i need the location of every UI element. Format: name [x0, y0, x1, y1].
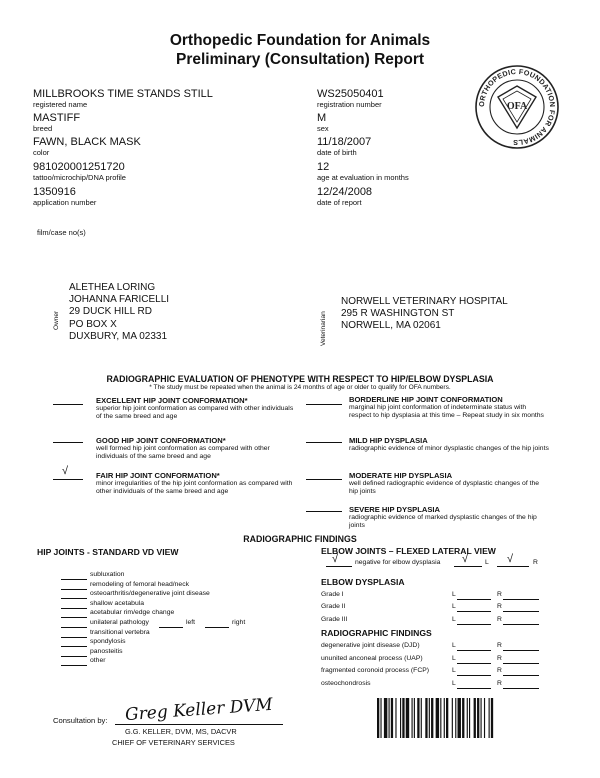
hip-blank[interactable] — [61, 637, 87, 638]
elbow-finding-label: ununited anconeal process (UAP) — [321, 655, 423, 662]
barcode-bar — [477, 698, 479, 738]
report-date-value: 12/24/2008 — [317, 186, 373, 198]
finding-r-blank[interactable] — [503, 675, 539, 676]
grade-r-blank[interactable] — [503, 611, 539, 612]
barcode-bar — [467, 698, 468, 738]
severe-heading: SEVERE HIP DYSPLASIA — [349, 505, 441, 514]
hip-blank[interactable] — [61, 665, 87, 666]
owner-address — [69, 282, 169, 343]
tattoo-label: tattoo/microchip/DNA profile — [33, 173, 126, 182]
barcode — [377, 698, 545, 738]
barcode-bar — [389, 698, 390, 738]
unilateral-right-blank[interactable] — [205, 627, 229, 628]
finding-r-letter: R — [497, 667, 502, 674]
elbow-finding-label: osteochondrosis — [321, 680, 371, 687]
barcode-bar — [444, 698, 445, 738]
owner-line: 29 DUCK HILL RD — [69, 306, 152, 318]
hip-blank[interactable] — [61, 646, 87, 647]
barcode-bar — [484, 698, 485, 738]
barcode-bar — [412, 698, 413, 738]
hip-item: acetabular rim/edge change — [90, 609, 175, 616]
grade-l-blank[interactable] — [457, 611, 491, 612]
mild-heading: MILD HIP DYSPLASIA — [349, 436, 428, 445]
application-number-label: application number — [33, 198, 97, 207]
elbow-left-letter: L — [485, 559, 489, 566]
elbow-findings-title: RADIOGRAPHIC FINDINGS — [321, 628, 432, 638]
barcode-bar — [395, 698, 396, 738]
finding-r-blank[interactable] — [503, 688, 539, 689]
owner-line: DUXBURY, MA 02331 — [69, 330, 168, 342]
finding-r-blank[interactable] — [503, 650, 539, 651]
breed-label: breed — [33, 124, 53, 133]
barcode-bar — [469, 698, 470, 738]
unilateral-right-word: right — [232, 619, 246, 626]
hip-blank[interactable] — [61, 627, 87, 628]
borderline-blank[interactable] — [306, 404, 342, 405]
barcode-bar — [402, 698, 404, 738]
hip-item: shallow acetabula — [90, 600, 145, 607]
barcode-bar — [436, 698, 439, 738]
elbow-left-checkmark: √ — [462, 553, 469, 565]
finding-r-blank[interactable] — [503, 663, 539, 664]
hip-item: unilateral pathology — [90, 619, 149, 626]
finding-r-letter: R — [497, 642, 502, 649]
sex-value: M — [317, 112, 327, 124]
finding-r-letter: R — [497, 655, 502, 662]
elbow-right-checkmark: √ — [507, 553, 514, 565]
barcode-bar — [417, 698, 419, 738]
grade-l-letter: L — [452, 603, 456, 610]
unilateral-left-word: left — [186, 619, 196, 626]
fair-blank[interactable] — [53, 479, 83, 480]
vet-line: NORWELL VETERINARY HOSPITAL — [341, 296, 508, 307]
finding-l-blank[interactable] — [457, 650, 491, 651]
severe-blank[interactable] — [306, 511, 342, 512]
registered-name-value: MILLBROOKS TIME STANDS STILL — [33, 88, 213, 100]
grade-label: Grade I — [321, 591, 344, 598]
elbow-finding-label: fragmented coronoid process (FCP) — [321, 667, 430, 674]
excellent-heading: EXCELLENT HIP JOINT CONFORMATION* — [96, 396, 248, 405]
barcode-bar — [455, 698, 456, 738]
finding-l-blank[interactable] — [457, 663, 491, 664]
handwritten-signature: Greg Keller DVM — [124, 694, 274, 726]
hip-blank[interactable] — [61, 598, 87, 599]
grade-r-letter: R — [497, 591, 502, 598]
registration-number-value: WS25050401 — [317, 88, 384, 100]
fair-checkmark: √ — [62, 465, 69, 477]
signer-name: G.G. KELLER, DVM, MS, DACVR — [125, 727, 237, 736]
mild-blank[interactable] — [306, 442, 342, 443]
finding-l-blank[interactable] — [457, 688, 491, 689]
elbow-negative-blank[interactable] — [326, 566, 352, 567]
elbow-dysplasia-title: ELBOW DYSPLASIA — [321, 577, 405, 587]
evaluation-note: * The study must be repeated when the animal is 24 months of age or older to qualify for OFA numbers. — [149, 384, 451, 391]
hip-blank[interactable] — [61, 589, 87, 590]
barcode-bar — [377, 698, 379, 738]
consultation-label: Consultation by: — [53, 716, 108, 725]
barcode-bar — [446, 698, 448, 738]
vet-address — [341, 296, 508, 333]
finding-l-letter: L — [452, 642, 456, 649]
findings-title: RADIOGRAPHIC FINDINGS — [243, 534, 357, 544]
seal-ring-text: ORTHOPEDIC FOUNDATION FOR ANIMALS — [476, 66, 558, 148]
moderate-desc: well defined radiographic evidence of dysplastic changes of the hip joints — [349, 480, 540, 496]
ofa-seal-logo — [474, 64, 560, 150]
barcode-bar — [491, 698, 493, 738]
hip-item: osteoarthritis/degenerative joint disease — [90, 590, 210, 597]
owner-label: Owner — [53, 310, 60, 330]
severe-desc: radiographic evidence of marked dysplastic changes of the hip joints — [349, 514, 537, 530]
dob-value: 11/18/2007 — [317, 136, 372, 148]
finding-l-blank[interactable] — [457, 675, 491, 676]
sex-label: sex — [317, 124, 329, 133]
hip-blank[interactable] — [61, 608, 87, 609]
hip-blank[interactable] — [61, 579, 87, 580]
vet-line: NORWELL, MA 02061 — [341, 320, 441, 332]
hip-item: spondylosis — [90, 638, 126, 645]
registered-name-label: registered name — [33, 100, 88, 109]
age-label: age at evaluation in months — [317, 173, 409, 182]
color-value: FAWN, BLACK MASK — [33, 136, 141, 148]
grade-r-blank[interactable] — [503, 624, 539, 625]
barcode-bar — [481, 698, 482, 738]
veterinarian-label: Veterinarian — [320, 311, 327, 346]
elbow-joints-title: ELBOW JOINTS – FLEXED LATERAL VIEW — [321, 546, 496, 556]
hip-blank[interactable] — [61, 617, 87, 618]
hip-item: other — [90, 657, 106, 664]
barcode-bar — [406, 698, 409, 738]
moderate-blank[interactable] — [306, 479, 342, 480]
hip-item: subluxation — [90, 571, 125, 578]
hip-item: transitional vertebra — [90, 629, 150, 636]
hip-item: panosteitis — [90, 648, 123, 655]
barcode-bar — [489, 698, 490, 738]
evaluation-title: RADIOGRAPHIC EVALUATION OF PHENOTYPE WITH RESPECT TO HIP/ELBOW DYSPLASIA — [106, 374, 494, 384]
borderline-desc: marginal hip joint conformation of indeterminate status with respect to hip dysplasia at this time – Repeat study in six months — [349, 404, 544, 420]
fair-desc: minor irregularities of the hip joint conformation as compared with other individuals of the same breed and age — [96, 480, 293, 496]
barcode-bar — [474, 698, 476, 738]
hip-item: remodeling of femoral head/neck — [90, 581, 189, 588]
hip-blank[interactable] — [61, 656, 87, 657]
grade-l-letter: L — [452, 591, 456, 598]
age-value: 12 — [317, 161, 330, 173]
signature-line — [115, 724, 283, 725]
grade-l-blank[interactable] — [457, 624, 491, 625]
owner-line: ALETHEA LORING — [69, 282, 156, 293]
barcode-bar — [414, 698, 415, 738]
grade-label: Grade III — [321, 616, 348, 623]
grade-r-letter: R — [497, 616, 502, 623]
signer-title: CHIEF OF VETERINARY SERVICES — [112, 738, 235, 747]
grade-l-letter: L — [452, 616, 456, 623]
report-title-line1: Orthopedic Foundation for Animals — [169, 32, 431, 49]
barcode-bar — [421, 698, 422, 738]
barcode-bar — [440, 698, 441, 738]
finding-l-letter: L — [452, 667, 456, 674]
barcode-bar — [425, 698, 427, 738]
elbow-right-letter: R — [533, 559, 538, 566]
grade-label: Grade II — [321, 603, 346, 610]
seal-center-text: OFA — [506, 101, 528, 112]
barcode-bar — [452, 698, 453, 738]
owner-line: PO BOX X — [69, 318, 117, 330]
tattoo-value: 981020001251720 — [33, 161, 125, 173]
report-title-line2: Preliminary (Consultation) Report — [175, 51, 425, 68]
grade-l-blank[interactable] — [457, 599, 491, 600]
elbow-negative-label: negative for elbow dysplasia — [355, 559, 441, 566]
barcode-bar — [384, 698, 387, 738]
registration-number-label: registration number — [317, 100, 382, 109]
barcode-bar — [400, 698, 401, 738]
barcode-bar — [429, 698, 430, 738]
application-number-value: 1350916 — [33, 186, 76, 198]
owner-line: JOHANNA FARICELLI — [69, 294, 170, 306]
report-date-label: date of report — [317, 198, 362, 207]
elbow-left-blank[interactable] — [454, 566, 482, 567]
barcode-bar — [458, 698, 461, 738]
mild-desc: radiographic evidence of minor dysplastic changes of the hip joints — [349, 445, 549, 452]
good-desc: well formed hip joint conformation as compared with other individuals of the same breed and age — [96, 445, 270, 461]
barcode-bar — [431, 698, 433, 738]
hip-joints-title: HIP JOINTS - STANDARD VD VIEW — [37, 547, 179, 557]
elbow-right-blank[interactable] — [497, 566, 529, 567]
good-blank[interactable] — [53, 442, 83, 443]
borderline-heading: BORDERLINE HIP JOINT CONFORMATION — [349, 395, 503, 404]
barcode-bar — [391, 698, 393, 738]
grade-r-letter: R — [497, 603, 502, 610]
unilateral-left-blank[interactable] — [159, 627, 183, 628]
excellent-blank[interactable] — [53, 404, 83, 405]
dob-label: date of birth — [317, 148, 357, 157]
film-case-label: film/case no(s) — [37, 228, 86, 237]
finding-l-letter: L — [452, 680, 456, 687]
elbow-negative-checkmark: √ — [332, 553, 339, 565]
barcode-bar — [380, 698, 381, 738]
good-heading: GOOD HIP JOINT CONFORMATION* — [96, 436, 226, 445]
finding-r-letter: R — [497, 680, 502, 687]
barcode-bar — [462, 698, 464, 738]
excellent-desc: superior hip joint conformation as compared with other individuals of the same breed and age — [96, 405, 294, 421]
breed-value: MASTIFF — [33, 112, 81, 124]
vet-line: 295 R WASHINGTON ST — [341, 308, 455, 320]
moderate-heading: MODERATE HIP DYSPLASIA — [349, 471, 453, 480]
fair-heading: FAIR HIP JOINT CONFORMATION* — [96, 471, 220, 480]
grade-r-blank[interactable] — [503, 599, 539, 600]
finding-l-letter: L — [452, 655, 456, 662]
elbow-finding-label: degenerative joint disease (DJD) — [321, 642, 420, 649]
color-label: color — [33, 148, 50, 157]
